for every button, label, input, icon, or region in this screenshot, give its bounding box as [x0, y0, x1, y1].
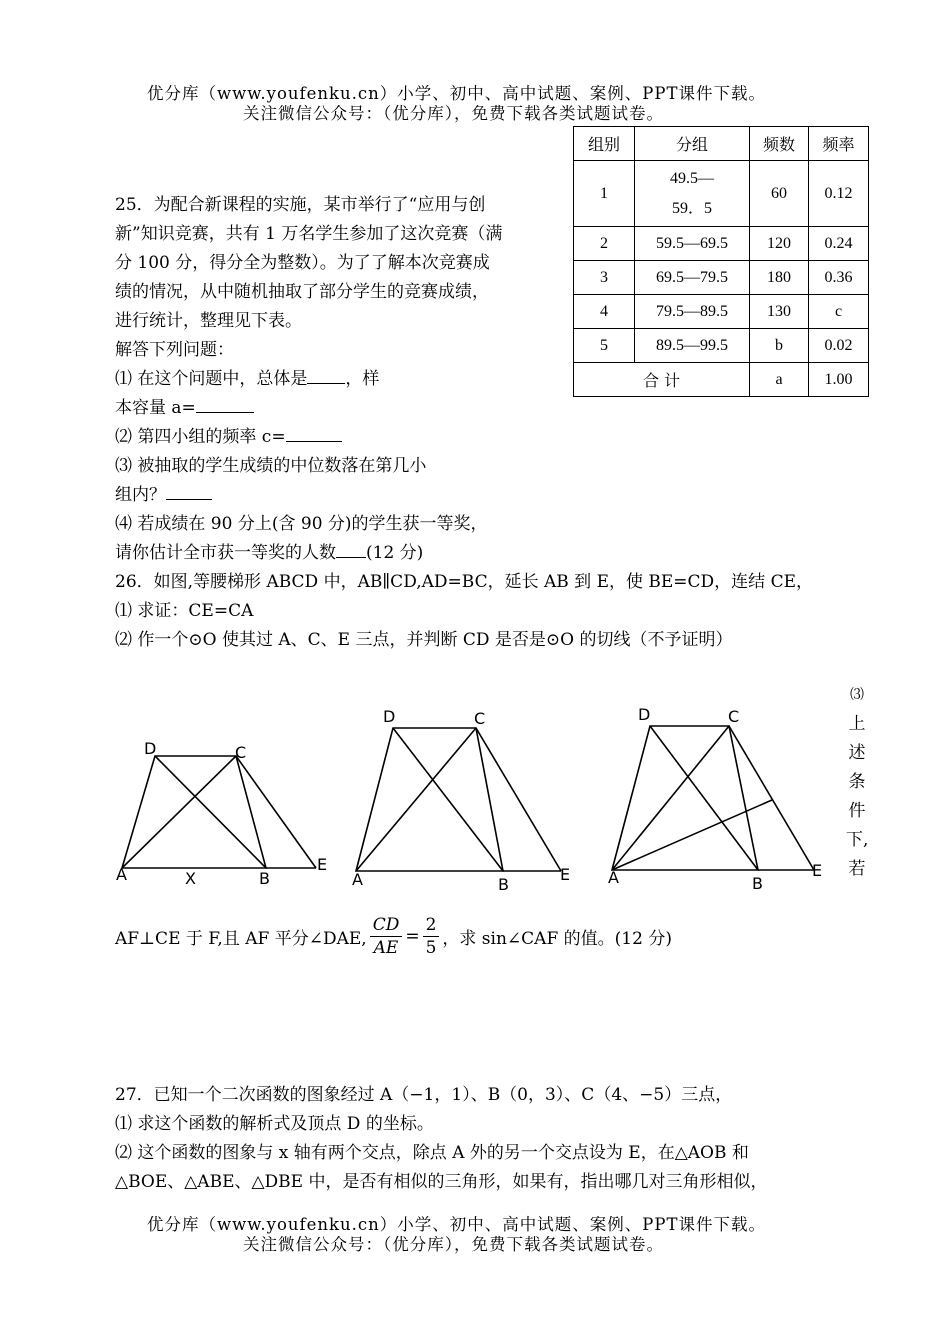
segment-af — [612, 800, 772, 870]
fig1-label-b: B — [259, 869, 270, 888]
footer-line-1: 优分库（www.youfenku.cn）小学、初中、高中试题、案例、PPT课件下载。 — [147, 1215, 766, 1234]
table-total-row — [574, 363, 869, 397]
q26-line: 26．如图,等腰梯形 ABCD 中，AB∥CD,AD=BC，延长 AB 到 E，使 BE=CD，连结 CE， — [115, 572, 813, 592]
q26-part3-line — [115, 914, 672, 959]
q25-p1-text: ⑴ 在这个问题中，总体是 — [115, 369, 308, 389]
figure-1 — [122, 756, 316, 868]
footer-line-2: 关注微信公众号：（优分库），免费下载各类试题试卷。 — [243, 1235, 664, 1254]
diagonal-bd — [393, 728, 503, 871]
group-cell: 4 — [574, 295, 635, 329]
fraction-numerator: CD — [370, 914, 403, 937]
q25-part-3: ⑶ 被抽取的学生成绩的中位数落在第几小 — [115, 456, 427, 476]
answer-blank[interactable] — [307, 367, 345, 384]
trapezoid-abcd — [122, 756, 266, 868]
q26-line: ⑵ 作一个⊙O 使其过 A、C、E 三点，并判断 CD 是否是⊙O 的切线（不予证明） — [115, 630, 733, 650]
freq-cell: 0.24 — [809, 227, 869, 261]
freq-cell: 0.02 — [809, 329, 869, 363]
equals-sign: = — [405, 926, 420, 947]
count-cell: 180 — [750, 261, 809, 295]
q25-line: 解答下列问题： — [115, 340, 234, 360]
total-label: 合 计 — [574, 363, 750, 397]
range-end: 59．5 — [671, 199, 712, 217]
range-cell: 69.5—79.5 — [635, 261, 750, 295]
fig1-label-a: A — [116, 865, 127, 884]
fraction-denominator: AE — [373, 938, 399, 958]
answer-blank[interactable] — [196, 396, 254, 413]
fraction-2-5 — [423, 914, 440, 959]
fraction-cd-ae — [370, 914, 403, 959]
q25-p3-text: 组内？ — [115, 485, 166, 505]
answer-blank[interactable] — [286, 425, 342, 442]
header-cell: 频数 — [750, 127, 809, 161]
range-cell — [635, 161, 750, 227]
segment-ce — [236, 756, 316, 868]
fig2-label-b: B — [498, 875, 509, 894]
count-cell: 130 — [750, 295, 809, 329]
q25-line: 进行统计，整理见下表。 — [115, 311, 302, 331]
vertical-char: 述 — [848, 743, 866, 763]
q26-part3-mark: ⑶ — [850, 687, 864, 703]
figure-3 — [612, 726, 814, 870]
q27-line: ⑴ 求这个函数的解析式及顶点 D 的坐标。 — [115, 1114, 434, 1134]
fig3-label-d: D — [638, 705, 651, 724]
fraction-numerator: 2 — [423, 914, 440, 937]
diagonal-bd — [155, 756, 266, 868]
q25-part-1-cont — [115, 394, 254, 423]
frequency-table — [573, 126, 869, 397]
header-line-1: 优分库（www.youfenku.cn）小学、初中、高中试题、案例、PPT课件下载。 — [147, 84, 766, 103]
fig1-label-x: X — [185, 869, 196, 888]
q25-line: 25．为配合新课程的实施，某市举行了“应用与创 — [115, 195, 486, 215]
fig3-label-c: C — [728, 707, 740, 726]
q25-p4-score: (12 分) — [366, 543, 424, 563]
q27-line: △BOE、△ABE、△DBE 中，是否有相似的三角形，如果有，指出哪几对三角形相似， — [115, 1172, 768, 1192]
total-freq: 1.00 — [809, 363, 869, 397]
group-cell: 3 — [574, 261, 635, 295]
range-cell: 79.5—89.5 — [635, 295, 750, 329]
freq-cell: 0.12 — [809, 161, 869, 227]
freq-cell: 0.36 — [809, 261, 869, 295]
q25-p4-text: 请你估计全市获一等奖的人数 — [115, 543, 336, 563]
fraction-denominator: 5 — [425, 938, 437, 958]
header-cell: 组别 — [574, 127, 635, 161]
vertical-char: 下, — [846, 830, 869, 850]
q25-part-4: ⑷ 若成绩在 90 分上(含 90 分)的学生获一等奖， — [115, 514, 488, 534]
fig2-label-d: D — [383, 707, 396, 726]
header-line-2: 关注微信公众号：（优分库），免费下载各类试题试卷。 — [243, 104, 664, 123]
fig3-label-e: E — [812, 861, 823, 880]
total-count: a — [750, 363, 809, 397]
count-cell: b — [750, 329, 809, 363]
q26-p3-question: ，求 sin∠CAF 的值。(12 分) — [442, 929, 672, 949]
figure-2 — [356, 728, 561, 871]
answer-blank[interactable] — [336, 541, 366, 558]
q25-line: 分 100 分，得分全为整数）。为了了解本次竞赛成 — [115, 253, 490, 273]
q25-part-3-cont — [115, 481, 212, 510]
range-cell: 89.5—99.5 — [635, 329, 750, 363]
fig1-label-d: D — [144, 739, 157, 758]
table-row — [574, 261, 869, 295]
q26-line: ⑴ 求证：CE=CA — [115, 601, 254, 621]
answer-blank[interactable] — [166, 483, 212, 500]
fig3-label-a: A — [608, 868, 619, 887]
q25-part-1 — [115, 365, 379, 394]
range-cell: 59.5—69.5 — [635, 227, 750, 261]
table-row — [574, 161, 869, 227]
diagonal-ac — [612, 726, 729, 870]
fig3-label-b: B — [752, 874, 763, 893]
group-cell: 1 — [574, 161, 635, 227]
q25-part-4-cont — [115, 539, 423, 568]
fig2-label-a: A — [352, 870, 363, 889]
fig2-label-c: C — [474, 709, 486, 728]
header-cell: 分组 — [635, 127, 750, 161]
table-row — [574, 227, 869, 261]
q25-p2-text: ⑵ 第四小组的频率 c= — [115, 427, 286, 447]
table-header-row — [574, 127, 869, 161]
q25-p1-sample: 本容量 a= — [115, 398, 196, 418]
vertical-char: 上 — [848, 714, 866, 734]
vertical-char: 件 — [848, 801, 866, 821]
group-cell: 2 — [574, 227, 635, 261]
vertical-char: 若 — [848, 859, 866, 879]
fig1-label-c: C — [235, 743, 247, 762]
range-start: 49.5— — [670, 169, 714, 187]
trapezoid-abcd — [356, 728, 503, 871]
count-cell: 60 — [750, 161, 809, 227]
q25-p1-tail: ，样 — [345, 369, 380, 389]
count-cell: 120 — [750, 227, 809, 261]
fig2-label-e: E — [560, 865, 571, 884]
table-row — [574, 329, 869, 363]
freq-cell: c — [809, 295, 869, 329]
fig1-label-e: E — [317, 855, 328, 874]
header-cell: 频率 — [809, 127, 869, 161]
q27-line: ⑵ 这个函数的图象与 x 轴有两个交点，除点 A 外的另一个交点设为 E，在△AOB 和 — [115, 1143, 749, 1163]
q27-line: 27．已知一个二次函数的图象经过 A（−1，1）、B（0，3）、C（4、−5）三点， — [115, 1085, 733, 1105]
q25-line: 绩的情况，从中随机抽取了部分学生的竞赛成绩， — [115, 282, 489, 302]
q26-p3-text: AF⊥CE 于 F,且 AF 平分∠DAE, — [115, 929, 367, 949]
table-row — [574, 295, 869, 329]
q25-line: 新”知识竞赛，共有 1 万名学生参加了这次竞赛（满 — [115, 224, 503, 244]
q25-part-2 — [115, 423, 342, 452]
trapezoid-abcd — [612, 726, 758, 870]
vertical-char: 条 — [848, 772, 866, 792]
trapezoid-figures — [100, 690, 850, 900]
group-cell: 5 — [574, 329, 635, 363]
